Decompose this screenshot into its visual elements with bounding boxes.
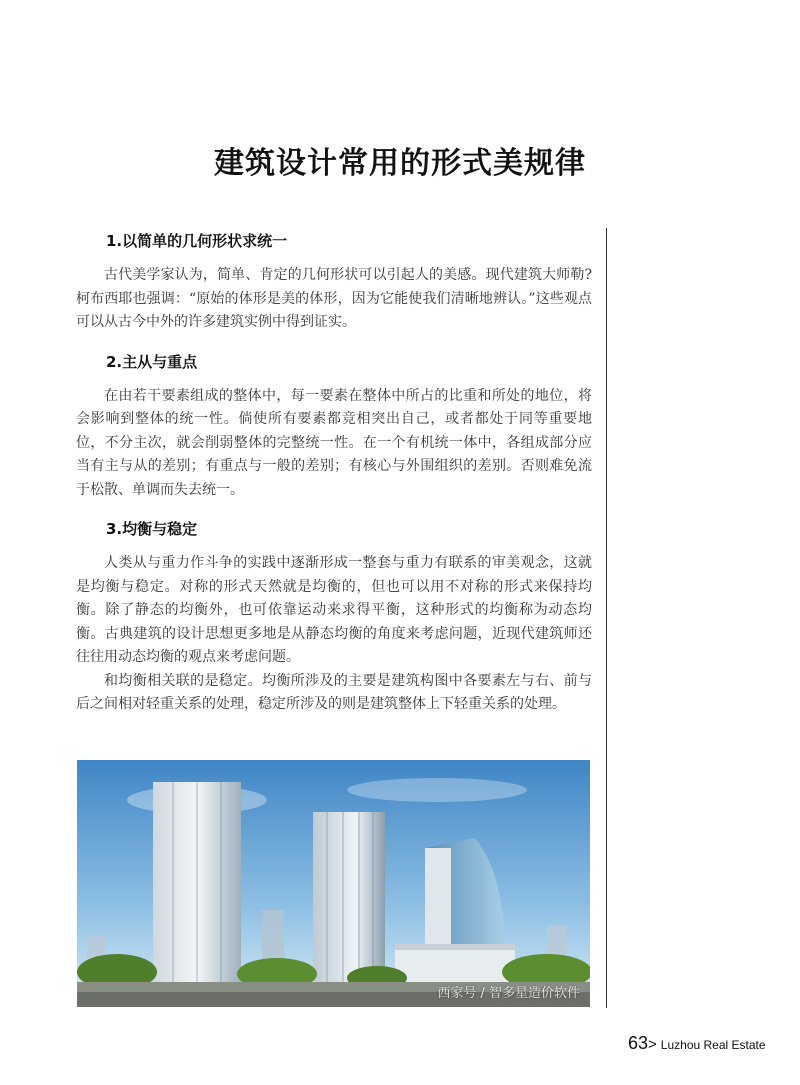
paragraph: 古代美学家认为，简单、肯定的几何形状可以引起人的美感。现代建筑大师勒?柯布西耶也强调：“原始的体形是美的体形，因为它能使我们清晰地辨认。”这些观点可以从古今中外的许多建筑实例中得到证实。 <box>76 267 592 330</box>
section-2 <box>76 351 592 503</box>
section-heading: 1.以简单的几何形状求统一 <box>106 232 288 250</box>
page-footer <box>628 1033 766 1054</box>
watermark-text: 西家号 / 智多星造价软件 <box>437 986 580 1001</box>
page-title: 建筑设计常用的形式美规律 <box>214 146 586 181</box>
magazine-name: Luzhou Real Estate <box>660 1038 766 1052</box>
column-divider <box>606 228 607 1008</box>
page-arrow: > <box>648 1036 657 1053</box>
section-3 <box>76 518 592 717</box>
paragraph: 和均衡相关联的是稳定。均衡所涉及的主要是建筑构图中各要素左与右、前与后之间相对轻重关系的处理，稳定所涉及的则是建筑整体上下轻重关系的处理。 <box>76 672 592 712</box>
section-heading: 2.主从与重点 <box>106 352 198 371</box>
article-body <box>76 230 592 733</box>
section-heading: 3.均衡与稳定 <box>106 520 198 538</box>
building-illustration <box>77 760 590 1007</box>
page-number: 63 <box>628 1033 649 1053</box>
paragraph: 在由若干要素组成的整体中，每一要素在整体中所占的比重和所处的地位，将会影响到整体的统一性。倘使所有要素都竞相突出自己，或者都处于同等重要地位，不分主次，就会削弱整体的完整统一性。在一个有机统一体中，各组成部分应当有主与从的差别；有重点与一般的差别；有核心与外围组织的差别。否则难免流于松散、单调而失去统一。 <box>76 387 592 498</box>
building-rendering-image <box>77 760 590 1007</box>
paragraph: 人类从与重力作斗争的实践中逐渐形成一整套与重力有联系的审美观念，这就是均衡与稳定。对称的形式天然就是均衡的，但也可以用不对称的形式来保持均衡。除了静态的均衡外，也可依靠运动来求得平衡，这种形式的均衡称为动态均衡。古典建筑的设计思想更多地是从静态均衡的角度来考虑问题，近现代建筑师还往往用动态均衡的观点来考虑问题。 <box>76 555 592 665</box>
section-1 <box>76 230 592 335</box>
